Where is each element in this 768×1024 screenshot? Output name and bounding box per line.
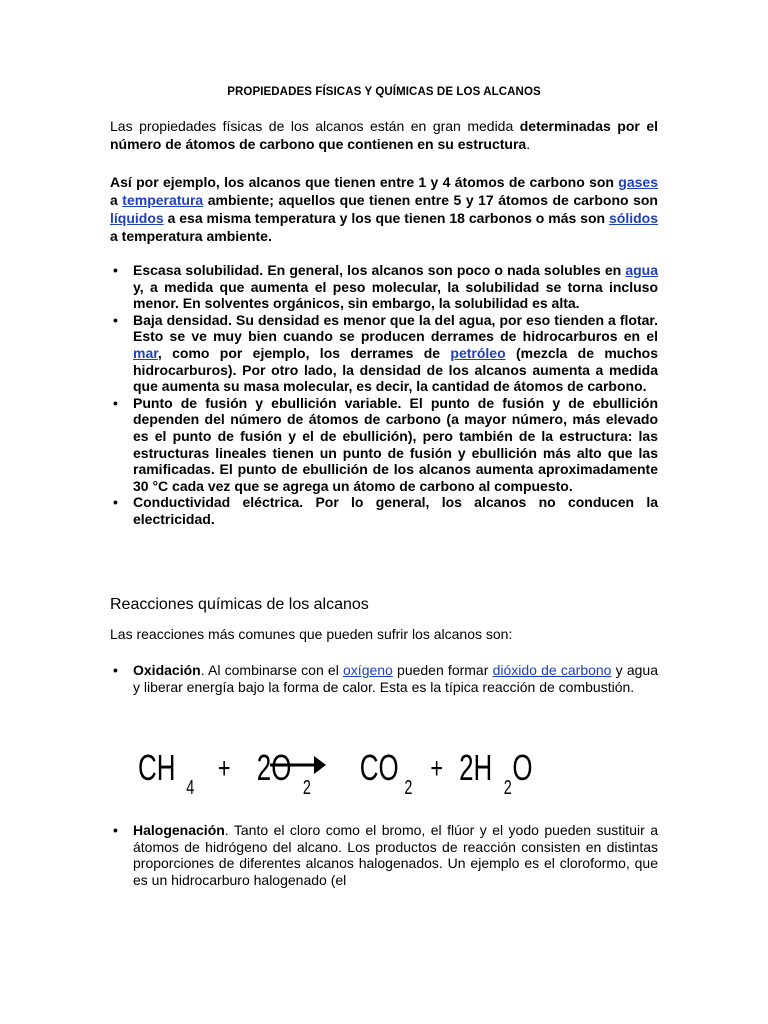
intro-end: . [526, 136, 531, 152]
list-item-density [110, 312, 658, 395]
link-liquidos[interactable]: líquidos [110, 210, 164, 226]
intro-text: Las propiedades físicas de los alcanos están en gran medida [110, 118, 520, 134]
list-item-solubility [110, 262, 658, 312]
link-solidos[interactable]: sólidos [608, 210, 658, 226]
reactions-heading: Reacciones químicas de los alcanos [110, 596, 369, 613]
list-item-melting-boiling [110, 395, 658, 495]
density-text-2: , como por ejemplo, los derrames de [157, 344, 451, 361]
link-dioxido-de-carbono[interactable]: dióxido de carbono [492, 662, 612, 678]
oxidation-text-3: y agua y liberar energía bajo la forma de calor. Esta es la típica reacción de combustión. [133, 662, 658, 695]
combustion-equation [138, 740, 538, 800]
eq-ch-sub: 4 [186, 775, 195, 799]
halogenation-text: . Tanto el cloro como el bromo, el flúor y el yodo pueden sustituir a átomos de hidrógeno del alcano. Los productos de reacción consisten en distintas proporciones de diferentes alcanos halogenados. Un ejemplo es el cloroformo, que es un hidrocarburo halogenado (el [133, 822, 658, 888]
link-mar[interactable]: mar [133, 344, 158, 361]
eq-ch: CH [138, 747, 176, 789]
eq-h-end: O [512, 747, 533, 789]
halogenation-list [110, 822, 658, 888]
link-gases[interactable]: gases [618, 174, 658, 190]
oxidation-list [110, 662, 658, 695]
intro-bold-text: determinadas por el número de átomos de carbono que contienen en su estructura [110, 118, 659, 152]
eq-plus-1: + [217, 750, 231, 785]
bullet-icon: • [113, 494, 118, 511]
eq-o-coef: 2O [256, 747, 292, 789]
oxidation-text-2: pueden formar [392, 662, 493, 678]
eq-h-coef: 2H [459, 747, 493, 789]
eq-co: CO [359, 747, 399, 789]
link-agua[interactable]: agua [625, 262, 658, 278]
physical-properties-list [110, 262, 658, 528]
link-temperatura[interactable]: temperatura [122, 192, 204, 208]
bullet-icon: • [113, 822, 118, 838]
melting-text: Punto de fusión y ebullición variable. El punto de fusión y de ebullición dependen del número de átomos de carbono (a mayor número, más elevado es el punto de fusión y el de ebullición), pero también de la estructura: las estructuras lineales tienen un punto de fusión y ebullición más alto que las ramificadas. El punto de ebullición de los alcanos aumenta aproximadamente 30 °C cada vez que se agrega un átomo de carbono al compuesto. [133, 394, 658, 494]
solubility-text-1: Escasa solubilidad. En general, los alcanos son poco o nada solubles en [133, 262, 626, 278]
list-item-oxidation [110, 662, 658, 695]
link-petroleo[interactable]: petróleo [450, 344, 506, 361]
bullet-icon: • [113, 394, 118, 411]
halogenation-label: Halogenación [133, 822, 225, 838]
reactions-intro: Las reacciones más comunes que pueden sufrir los alcanos son: [110, 626, 513, 642]
list-item-conductivity [110, 494, 658, 527]
eq-co-sub: 2 [404, 775, 413, 799]
bullet-icon: • [113, 262, 118, 278]
eq-plus-2: + [430, 750, 443, 785]
states-text-4: a esa misma temperatura y los que tienen 18 carbonos o más son [163, 210, 609, 226]
states-text-3: ambiente; aquellos que tienen entre 5 y 17 átomos de carbono son [203, 192, 658, 208]
states-text-1: Así por ejemplo, los alcanos que tienen entre 1 y 4 átomos de carbono son [110, 174, 619, 190]
link-oxigeno[interactable]: oxígeno [343, 662, 393, 678]
oxidation-text-1: . Al combinarse con el [200, 662, 344, 678]
states-paragraph [110, 173, 658, 245]
eq-o-sub: 2 [302, 775, 311, 799]
states-text-5: a temperatura ambiente. [110, 228, 272, 244]
intro-paragraph [110, 117, 658, 153]
density-text-3: (mezcla de muchos hidrocarburos). Por otro lado, la densidad de los alcanos aumenta a medida que aumenta su masa molecular, es decir, la cantidad de átomos de carbono. [133, 344, 658, 395]
page-title: PROPIEDADES FÍSICAS Y QUÍMICAS DE LOS ALCANOS [227, 86, 541, 98]
equation-svg [138, 740, 538, 800]
bullet-icon: • [113, 311, 118, 328]
bullet-icon: • [113, 662, 118, 678]
oxidation-label: Oxidación [133, 662, 201, 678]
density-text-1: Baja densidad. Su densidad es menor que la del agua, por eso tienden a flotar. Esto se ve muy bien cuando se producen derrames de hidrocarburos en el [133, 311, 658, 345]
solubility-text-2: y, a medida que aumenta el peso molecular, la solubilidad se torna incluso menor. En solventes orgánicos, sin embargo, la solubilidad es alta. [133, 278, 658, 312]
list-item-halogenation [110, 822, 658, 888]
conductivity-text: Conductividad eléctrica. Por lo general, los alcanos no conducen la electricidad. [133, 494, 658, 527]
eq-h-sub: 2 [503, 775, 512, 799]
states-text-2: a [110, 192, 123, 208]
